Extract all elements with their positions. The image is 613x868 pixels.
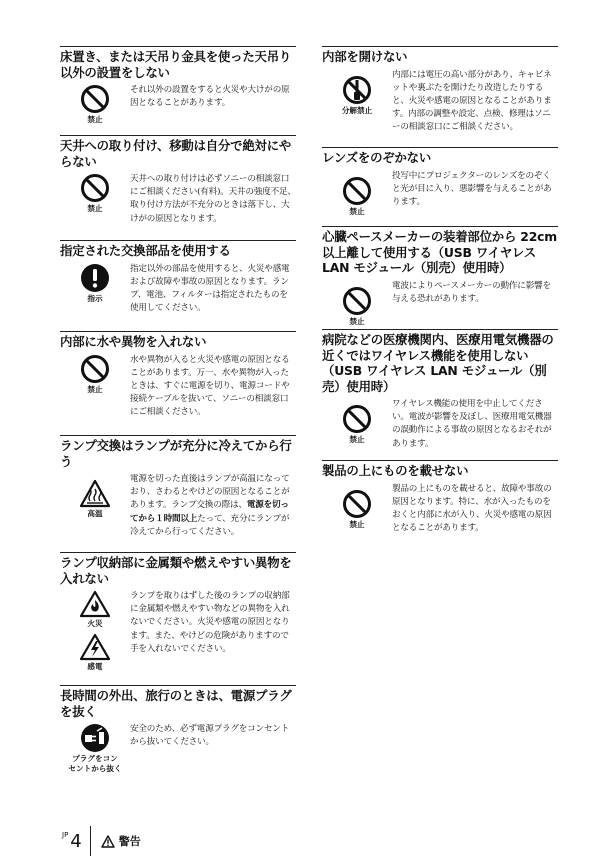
page-number: 4 — [70, 830, 82, 852]
section-title: 警告 — [118, 835, 141, 848]
no-disassembly-icon — [342, 75, 372, 105]
section-heading: 内部に水や異物を入れない — [60, 334, 207, 349]
icon-label: プラグをコン セントから抜く — [68, 754, 122, 773]
warning-section — [60, 135, 296, 240]
warning-section — [322, 46, 558, 147]
section-body: それ以外の設置をすると火災や大けがの原因となることがあります。 — [130, 85, 290, 109]
section-body: 水や異物が入ると火災や感電の原因となることがあります。万一、水や異物が入ったときは、すぐに電源を切り、電源コードや接続ケーブルを抜いて、ソニーの相談窓口にご相談ください。 — [130, 354, 290, 418]
language-code: JP — [62, 831, 69, 839]
footer-divider — [90, 826, 91, 856]
icon-label: 禁止 — [349, 206, 365, 216]
high-temperature-icon — [79, 479, 111, 508]
warning-section — [60, 685, 296, 788]
warning-section — [322, 460, 558, 553]
icon-label: 感電 — [87, 662, 103, 671]
warning-section — [60, 46, 296, 135]
icon-label: 禁止 — [349, 316, 365, 326]
section-heading: レンズをのぞかない — [322, 150, 432, 165]
section-body: ワイヤレス機能の使用を中止してください。電波が影響を及ぼし、医療用電気機器の誤動作による事故の原因となるおそれがあります。 — [392, 399, 552, 449]
section-body: 指定以外の部品を使用すると、火災や感電および故障や事故の原因となります。ランプ、電池、フィルターは指定されたものを使用してください。 — [130, 263, 290, 314]
warning-triangle-icon — [101, 835, 115, 848]
page-footer — [62, 826, 141, 856]
warning-section — [322, 226, 558, 329]
warning-section — [60, 552, 296, 685]
section-heading: 病院などの医療機関内、医療用電気機器の近くではワイヤレス機能を使用しない（USB ワイヤレス LAN モジュール（別売）使用時） — [322, 332, 554, 394]
body-emphasis: 電源を切ってから１時間以上 — [130, 500, 289, 524]
body-text: たって、充分にランプが冷えてから行ってください。 — [130, 513, 290, 537]
fire-icon — [79, 590, 111, 618]
section-body: ランプを取りはずした後のランプの収納部に金属類や燃えやすい物などの異物を入れないでください。火災や感電の原因となります。また、やけどの危険がありますので手を入れないでください。 — [130, 591, 290, 654]
section-heading: ランプ収納部に金属類や燃えやすい異物を入れない — [60, 555, 292, 586]
warning-section — [322, 329, 558, 460]
section-body: 製品の上にものを載せると、故障や事故の原因となります。特に、水が入ったものをおくと内部に水が入り、火災や感電の原因となることがあります。 — [392, 483, 552, 534]
icon-label: 禁止 — [349, 519, 365, 529]
warning-section — [60, 435, 296, 552]
icon-label: 高温 — [87, 509, 103, 518]
prohibition-icon — [80, 354, 110, 384]
icon-label: 禁止 — [87, 384, 103, 394]
left-column — [60, 46, 296, 788]
section-body: 電波によりペースメーカーの動作に影響を与える恐れがあります。 — [392, 280, 551, 304]
icon-label: 禁止 — [87, 204, 103, 213]
electric-shock-icon — [79, 633, 111, 661]
section-body: 安全のため、必ず電源プラグをコンセントから抜いてください。 — [130, 724, 290, 748]
prohibition-icon — [80, 173, 110, 203]
section-heading: ランプ交換はランプが充分に冷えてから行う — [60, 438, 292, 469]
icon-label: 禁止 — [87, 115, 103, 124]
icon-label: 分解禁止 — [341, 105, 373, 115]
prohibition-icon — [80, 84, 110, 114]
unplug-icon — [80, 723, 110, 753]
section-body: 内部には電圧の高い部分があり、キャビネットや裏ぶたを開けたり改造したりすると、火災や感電の原因となることがあります。内部の調整や設定、点検、修理はソニーの相談窓口にご相談ください。 — [392, 69, 552, 133]
warning-section — [60, 240, 296, 331]
section-heading: 製品の上にものを載せない — [322, 463, 469, 478]
warning-section — [60, 331, 296, 435]
section-heading: 内部を開けない — [322, 49, 408, 64]
section-body — [130, 473, 296, 539]
section-heading: 天井への取り付け、移動は自分で絶対にやらない — [60, 138, 292, 169]
prohibition-icon — [342, 286, 372, 316]
icon-label: 指示 — [87, 293, 103, 303]
instruction-icon — [80, 263, 110, 293]
body-text: 電源を切った直後はランプが高温になっており、さわるとやけどの原因となることがあります。ランプ交換の際は、 — [130, 474, 290, 511]
section-heading: 長時間の外出、旅行のときは、電源プラグを抜く — [60, 688, 292, 719]
section-heading: 心臓ペースメーカーの装着部位から 22cm 以上離して使用する（USB ワイヤレス LAN モジュール（別売）使用時） — [322, 229, 557, 275]
icon-label: 禁止 — [349, 435, 365, 444]
section-body: 天井への取り付けは必ずソニーの相談窓口にご相談ください(有料)。天井の強度不足、取り付け方法が不充分のときは落下し、大けがの原因となります。 — [130, 174, 296, 224]
prohibition-icon — [342, 489, 372, 519]
section-body: 投写中にプロジェクターのレンズをのぞくと光が目に入り、悪影響を与えることがあります。 — [392, 170, 552, 207]
section-heading: 指定された交換部品を使用する — [60, 243, 231, 258]
prohibition-icon — [342, 404, 372, 434]
warning-section — [322, 147, 558, 226]
section-heading: 床置き、または天吊り金具を使った天吊り以外の設置をしない — [60, 49, 292, 80]
icon-label: 火災 — [87, 619, 103, 628]
prohibition-icon — [342, 176, 372, 206]
right-column — [322, 46, 558, 553]
